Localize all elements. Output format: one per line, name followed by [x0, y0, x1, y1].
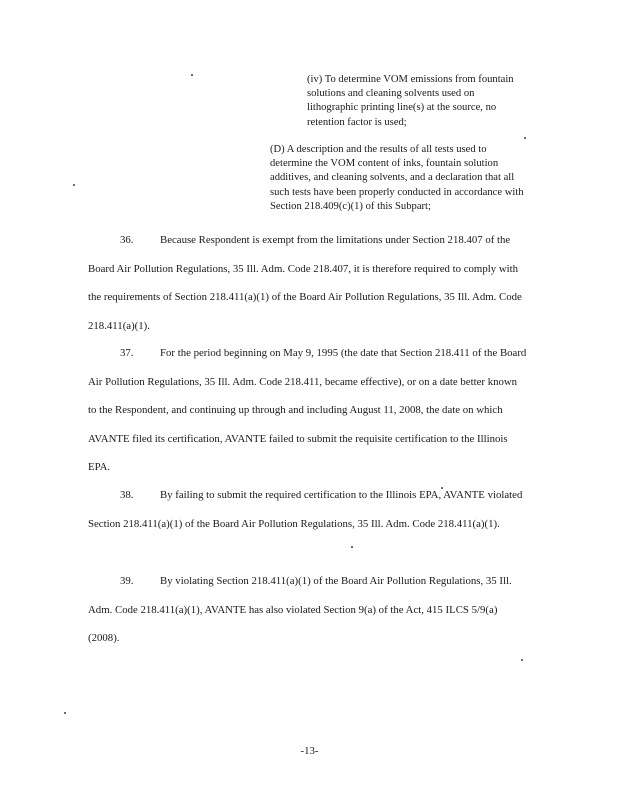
scan-speck	[64, 712, 66, 714]
paragraph-number: 38.	[120, 489, 134, 501]
page-number: -13-	[300, 745, 319, 757]
paragraph-number: 37.	[120, 347, 134, 359]
paragraph-37	[88, 339, 528, 482]
paragraph-39	[88, 567, 528, 653]
scan-speck	[441, 487, 443, 489]
scan-speck	[524, 137, 526, 139]
paragraph-text: By failing to submit the required certification to the Illinois EPA, AVANTE violated Section 218.411(a)(1) of the Board Air Pollution Regulations, 35 Ill. Adm. Code 218.411(a)(1).	[88, 489, 523, 530]
paragraph-text: Because Respondent is exempt from the limitations under Section 218.407 of the Board Air Pollution Regulations, 35 Ill. Adm. Code 218.407, it is therefore required to comply with the requirements of Section 218.411(a)(1) of the Board Air Pollution Regulations, 35 Ill. Adm. Code 218.411(a)(1).	[88, 234, 522, 332]
quoted-clause-iv: (iv) To determine VOM emissions from fountain solutions and cleaning solvents used on lithographic printing line(s) at the source, no retention factor is used;	[307, 74, 514, 128]
paragraph-number: 36.	[120, 234, 134, 246]
paragraph-38	[88, 481, 528, 538]
scan-speck	[191, 74, 193, 76]
quoted-clause-d: (D) A description and the results of all tests used to determine the VOM content of inks, fountain solution additives, and cleaning solvents, and a declaration that all such tests have been properly conducted in accordance with Section 218.409(c)(1) of this Subpart;	[270, 144, 524, 212]
paragraph-36	[88, 226, 528, 340]
scan-speck	[73, 184, 75, 186]
scan-speck	[521, 659, 523, 661]
scan-speck	[351, 546, 353, 548]
paragraph-number: 39.	[120, 575, 134, 587]
paragraph-text: By violating Section 218.411(a)(1) of the Board Air Pollution Regulations, 35 Ill. Adm. Code 218.411(a)(1), AVANTE has also violated Section 9(a) of the Act, 415 ILCS 5/9(a) (2008).	[88, 575, 512, 645]
paragraph-text: For the period beginning on May 9, 1995 (the date that Section 218.411 of the Board Air Pollution Regulations, 35 Ill. Adm. Code 218.411, became effective), or on a date better known to the Respondent, and continuing up through and including August 11, 2008, the date on which AVANTE filed its certification, AVANTE failed to submit the requisite certification to the Illinois EPA.	[88, 347, 527, 474]
